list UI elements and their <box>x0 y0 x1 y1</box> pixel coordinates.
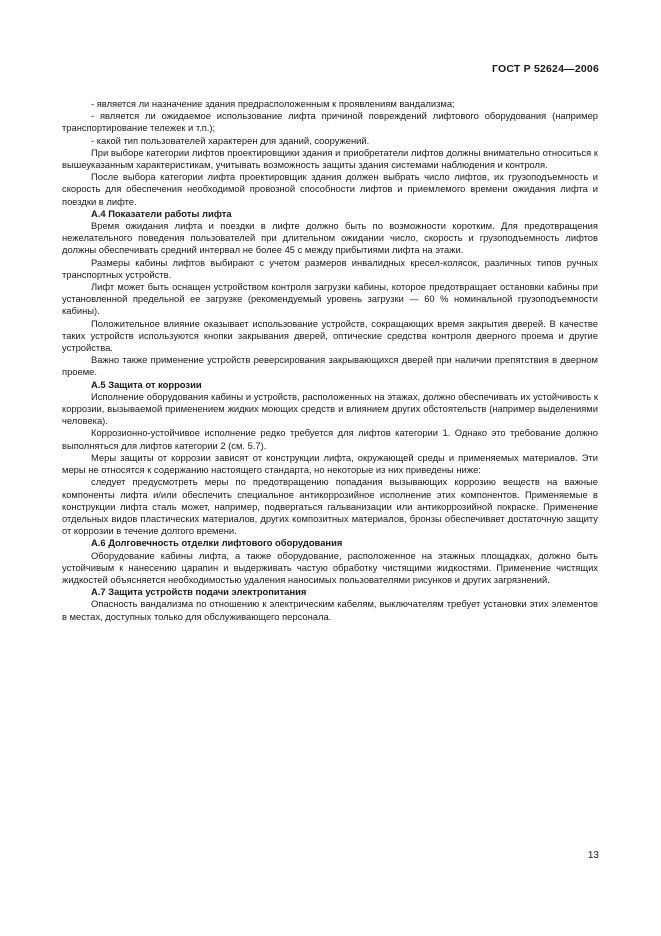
body-text <box>62 98 598 623</box>
paragraph: - является ли назначение здания предрасположенным к проявлениям вандализма; <box>91 98 455 109</box>
paragraph: Положительное влияние оказывает использование устройств, сокращающих время закрытия дверей. В качестве таких устройств используются кнопки закрывания дверей, оптические средства контроля дверного проема и другие устройства. <box>62 317 598 354</box>
paragraph: Размеры кабины лифтов выбирают с учетом размеров инвалидных кресел-колясок, различных типов ручных транспортных устройств. <box>62 256 598 280</box>
paragraph: Меры защиты от коррозии зависят от конструкции лифта, окружающей среды и применяемых материалов. Эти меры не относятся к содержанию настоящего стандарта, но некоторые из них приведены ниже: <box>62 451 598 476</box>
paragraph: Время ожидания лифта и поездки в лифте должно быть по возможности коротким. Для предотвращения нежелательного поведения пользователей при длительном ожидании число, скорость и грузоподъемность лифтов должны обеспечивать средний интервал не более 45 с между прибытиями лифта на этажи. <box>62 220 598 256</box>
page-number: 13 <box>587 850 599 861</box>
section-heading-a4: А.4 Показатели работы лифта <box>91 207 232 219</box>
section-heading-a7: А.7 Защита устройств подачи электропитания <box>91 586 307 598</box>
paragraph: Исполнение оборудования кабины и устройств, расположенных на этажах, должно обеспечивать их устойчивость к коррозии, вызываемой применением жидких моющих средств и влиянием других обстоятельств (например выделениями человека). <box>62 390 598 427</box>
paragraph: Коррозионно-устойчивое исполнение редко требуется для лифтов категории 1. Однако это требование должно выполняться для лифтов категории 2 (см. 5.7). <box>62 427 598 451</box>
paragraph: Опасность вандализма по отношению к электрическим кабелям, выключателям требует установки этих элементов в местах, доступных только для обслуживающего персонала. <box>62 598 598 622</box>
paragraph: Оборудование кабины лифта, а также оборудование, расположенное на этажных площадках, должно быть устойчивым к нанесению царапин и выдерживать частую обработку чистящими жидкостями. Применение чистящих жидкостей объясняется необходимостью удаления наносимых пользователями рисунков и других загрязнений. <box>62 549 598 585</box>
paragraph: следует предусмотреть меры по предотвращению попадания вызывающих коррозию веществ на важные компоненты лифта и/или обеспечить специальное антикоррозийное исполнение этих компонентов. Применяемые в конструкции лифта сталь может, например, подвергаться гальванизации или антикоррозийной покраске. Применение отдельных видов пластических материалов, других композитных материалов, бронзы обеспечивает достаточную защиту от коррозии в течение долгого времени. <box>62 476 598 537</box>
standard-header: ГОСТ Р 52624—2006 <box>491 63 599 75</box>
paragraph: Важно также применение устройств реверсирования закрывающихся дверей при наличии препятствия в дверном проеме. <box>62 354 598 378</box>
paragraph: - какой тип пользователей характерен для зданий, сооружений. <box>91 134 370 146</box>
paragraph: Лифт может быть оснащен устройством контроля загрузки кабины, которое предотвращает остановки кабины при установленной предельной ее загрузке (рекомендуемый уровень загрузки — 60 % номинальной грузоподъемности кабины). <box>62 281 598 317</box>
paragraph: При выборе категории лифтов проектировщики здания и приобретатели лифтов должны внимательно относиться к вышеуказанным характеристикам, учитывать возможность защиты здания системами наблюдения и контроля. <box>62 146 598 171</box>
section-heading-a5: А.5 Защита от коррозии <box>91 378 202 390</box>
paragraph: После выбора категории лифта проектировщик здания должен выбрать число лифтов, их грузоподъемность и скорость для обеспечения необходимой провозной способности лифтов и приемлемого времени ожидания лифта и поездки в лифте. <box>62 171 598 207</box>
paragraph: - является ли ожидаемое использование лифта причиной повреждений лифтового оборудования (например транспортирование тележек и т.п.); <box>62 110 598 134</box>
section-heading-a6: А.6 Долговечность отделки лифтового оборудования <box>91 537 343 549</box>
